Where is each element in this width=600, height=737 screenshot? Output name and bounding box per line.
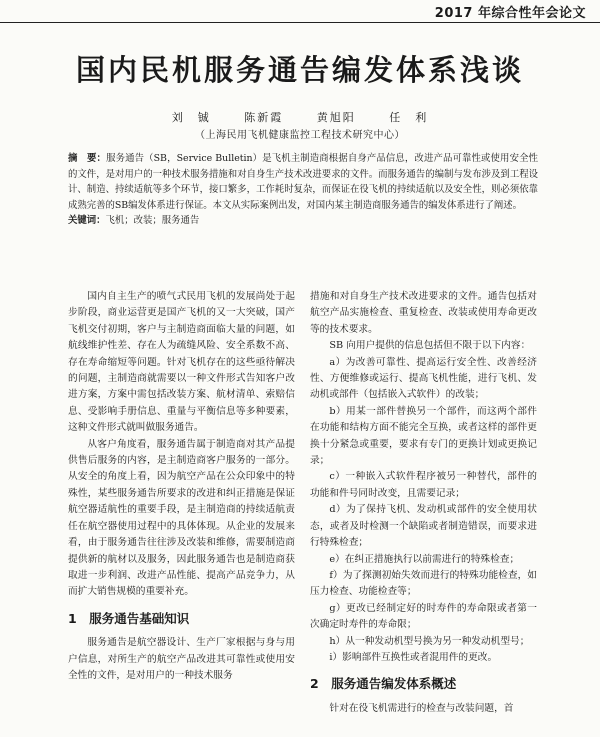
- author: 黄旭阳: [316, 111, 356, 124]
- keywords-label: 关键词：: [68, 215, 106, 227]
- body-paragraph: 措施和对自身生产技术改进要求的文件。通告包括对航空产品实施检查、重复检查、改装或使用寿命更改等的技术要求。: [310, 291, 537, 335]
- author: 陈新霞: [244, 111, 284, 124]
- right-column: [310, 289, 537, 717]
- author-list: [0, 109, 600, 125]
- conference-header: 2017 年综合性年会论文: [434, 6, 586, 21]
- affiliation: （上海民用飞机健康监控工程技术研究中心）: [195, 130, 405, 141]
- list-item: e）在纠正措施执行以前需进行的特殊检查；: [329, 553, 520, 565]
- list-item: a）为改善可靠性、提高运行安全性、改善经济性、方便维修或运行、提高飞机性能，进行飞机、发动机或部件（包括嵌入式软件）的改装；: [310, 356, 537, 401]
- section-heading-1: 1 服务通告基础知识: [68, 610, 190, 626]
- list-item: i）影响部件互换性或者混用件的更改。: [329, 651, 498, 663]
- body-paragraph: 服务通告是航空器设计、生产厂家根据与身与用户信息，对所生产的航空产品改进其可靠性或使用安全性的文件，是对用户的一种技术服务: [68, 637, 295, 681]
- body-paragraph: 从客户角度看，服务通告属于制造商对其产品提供售后服务的内容，是主制造商客户服务的一部分。从安全的角度上看，因为航空产品在公众印象中的特殊性，某些服务通告所要求的改进和纠正措施是保证航空器适航性的重要手段，是主制造商的持续适航责任在航空器使用过程中的具体体现。从企业的发展来看，由于服务通告往往涉及改装和维修，需要制造商提供新的航材以及服务，因此服务通告也是制造商获取进一步利润、改进产品性能、提高产品竞争力，从而扩大销售规模的重要补充。: [68, 438, 295, 598]
- body-paragraph: 国内自主生产的喷气式民用飞机的发展尚处于起步阶段，商业运营更是国产飞机的又一大突破，国产飞机交付初期，客户与主制造商面临大量的问题，如航线维护性差、存在人为疏缝风险、安全系数不高、存在寿命缩短等问题。针对飞机存在的这些亟待解决的问题，主制造商就需要以一种文件形式告知客户改进方案，方案中需包括改装方案、航材清单、索赔信息、受影响手册信息、重量与平衡信息等多种要素，这种文件形式就叫做服务通告。: [68, 291, 295, 434]
- abstract-label: 摘 要：: [68, 153, 107, 164]
- abstract: [68, 151, 538, 229]
- left-column: [68, 289, 295, 684]
- body-paragraph: 针对在役飞机需进行的检查与改装问题，首: [329, 702, 514, 714]
- list-item: h）从一种发动机型号换为另一种发动机型号；: [329, 635, 530, 647]
- list-intro: SB 向用户提供的信息包括但不限于以下内容：: [329, 340, 531, 352]
- section-heading-2: 2 服务通告编发体系概述: [310, 676, 457, 692]
- keywords-text: 飞机；改装；服务通告: [105, 215, 200, 227]
- author: 任 利: [389, 111, 429, 124]
- paper-title: 国内民机服务通告编发体系浅谈: [75, 53, 524, 87]
- author: 刘 铖: [171, 111, 211, 124]
- abstract-text: 服务通告（SB，Service Bulletin）是飞机主制造商根据自身产品信息，改进产品可靠性或使用安全性的文件，是对用户的一种技术服务措施和对自身生产技术改进要求的文件。而服务通告的编制与发布涉及到工程设计、制造、持续适航等多个环节，接口繁多，工作耗时复杂，而保证在役飞机的持续适航以及安全性，则必须依靠成熟完善的SB编发体系进行保证。本文从实际案例出发，对国内某主制造商服务通告的编发体系进行了阐述。: [68, 153, 538, 211]
- list-item: d）为了保持飞机、发动机或部件的安全使用状态，或者及时检测一个缺陷或者制造错误，而要求进行特殊检查；: [310, 504, 537, 549]
- abstract-body: [68, 151, 538, 213]
- list-item: f）为了探测初始失效而进行的特殊功能检查，如压力检查、功能检查等；: [310, 569, 537, 598]
- header-rule: [0, 22, 600, 23]
- list-item: b）用某一部件替换另一个部件，而这两个部件在功能和结构方面不能完全互换，或者这样的部件更换十分紧急或重要，要求有专门的更换计划或更换记录；: [310, 405, 537, 467]
- list-item: c）一种嵌入式软件程序被另一种替代，部件的功能和件号同时改变，且需要记录；: [310, 471, 537, 499]
- list-item: g）更改已经制定好的时寿件的寿命限或者第一次确定时寿件的寿命限；: [310, 602, 537, 631]
- keywords: [68, 213, 538, 229]
